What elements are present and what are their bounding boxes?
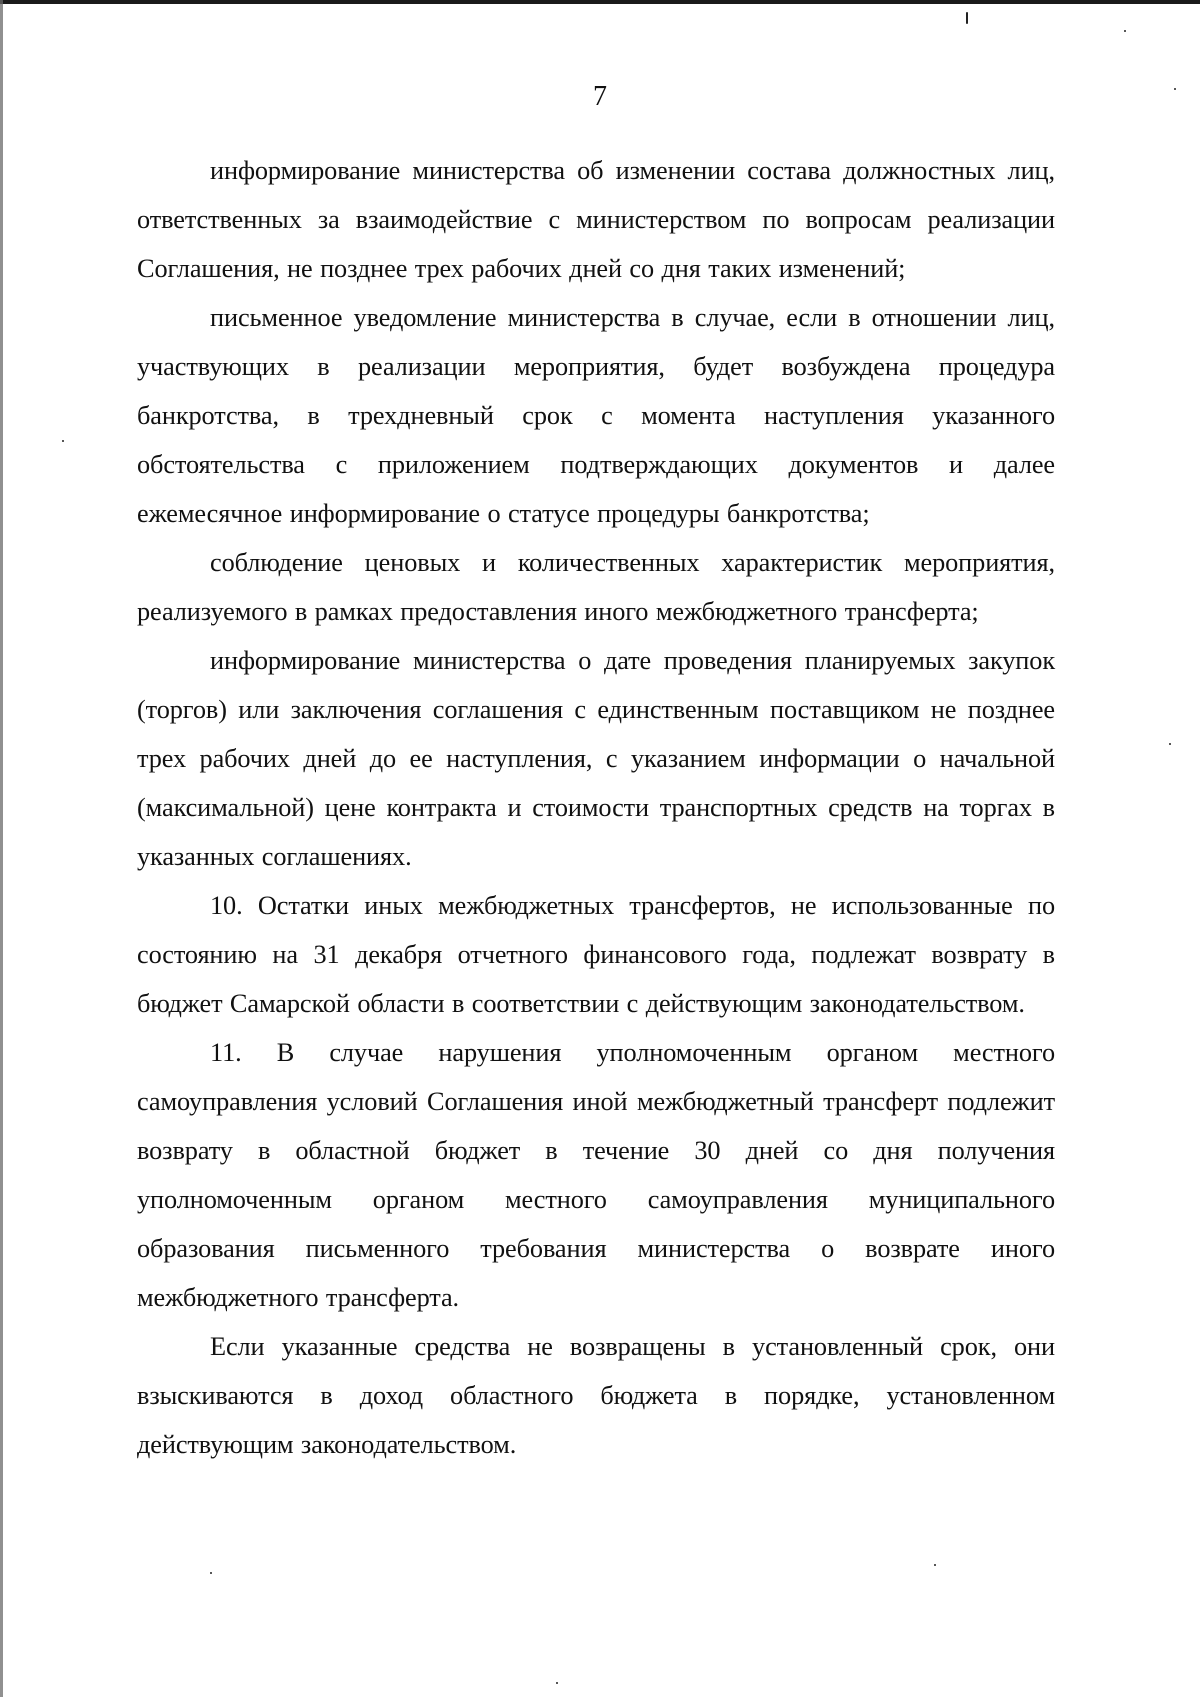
paragraph-section-11: 11. В случае нарушения уполномоченным органом местного самоуправления условий Соглашения иной межбюджетный трансферт подлежит возврату в областной бюджет в течение 30 дней со дня получения уполномоченным органом местного самоуправления муниципального образования письменного требования министерства о возврате иного межбюджетного трансферта. [137,1038,1055,1312]
scan-dot [62,440,64,442]
scan-mark [966,12,968,24]
document-body [137,146,1055,1469]
paragraph-bankruptcy-notice: письменное уведомление министерства в случае, если в отношении лиц, участвующих в реализации мероприятия, будет возбуждена процедура банкротства, в трехдневный срок с момента наступления указанного обстоятельства с приложением подтверждающих документов и далее ежемесячное информирование о статусе процедуры банкротства; [137,303,1055,528]
paragraph-procurement-informing: информирование министерства о дате проведения планируемых закупок (торгов) или заключения соглашения с единственным поставщиком не позднее трех рабочих дней до ее наступления, с указанием информации о начальной (максимальной) цене контракта и стоимости транспортных средств на торгах в указанных соглашениях. [137,646,1055,871]
scan-dot [1169,743,1171,745]
paragraph-recovery: Если указанные средства не возвращены в установленный срок, они взыскиваются в доход областного бюджета в порядке, установленном действующим законодательством. [137,1332,1055,1459]
paragraph-section-10: 10. Остатки иных межбюджетных трансфертов, не использованные по состоянию на 31 декабря отчетного финансового года, подлежат возврату в бюджет Самарской области в соответствии с действующим законодательством. [137,891,1055,1018]
scan-left-edge [0,0,3,1697]
scan-dot [934,1564,936,1566]
paragraph-price-characteristics: соблюдение ценовых и количественных характеристик мероприятия, реализуемого в рамках предоставления иного межбюджетного трансферта; [137,548,1055,626]
scan-dot [210,1572,212,1574]
scan-dot [556,1682,558,1684]
scan-dot [1124,30,1126,32]
scan-top-border [0,0,1200,4]
page-number: 7 [593,81,607,112]
scan-dot [1174,88,1176,90]
paragraph-informing-officials-change: информирование министерства об изменении состава должностных лиц, ответственных за взаимодействие с министерством по вопросам реализации Соглашения, не позднее трех рабочих дней со дня таких изменений; [137,156,1055,283]
